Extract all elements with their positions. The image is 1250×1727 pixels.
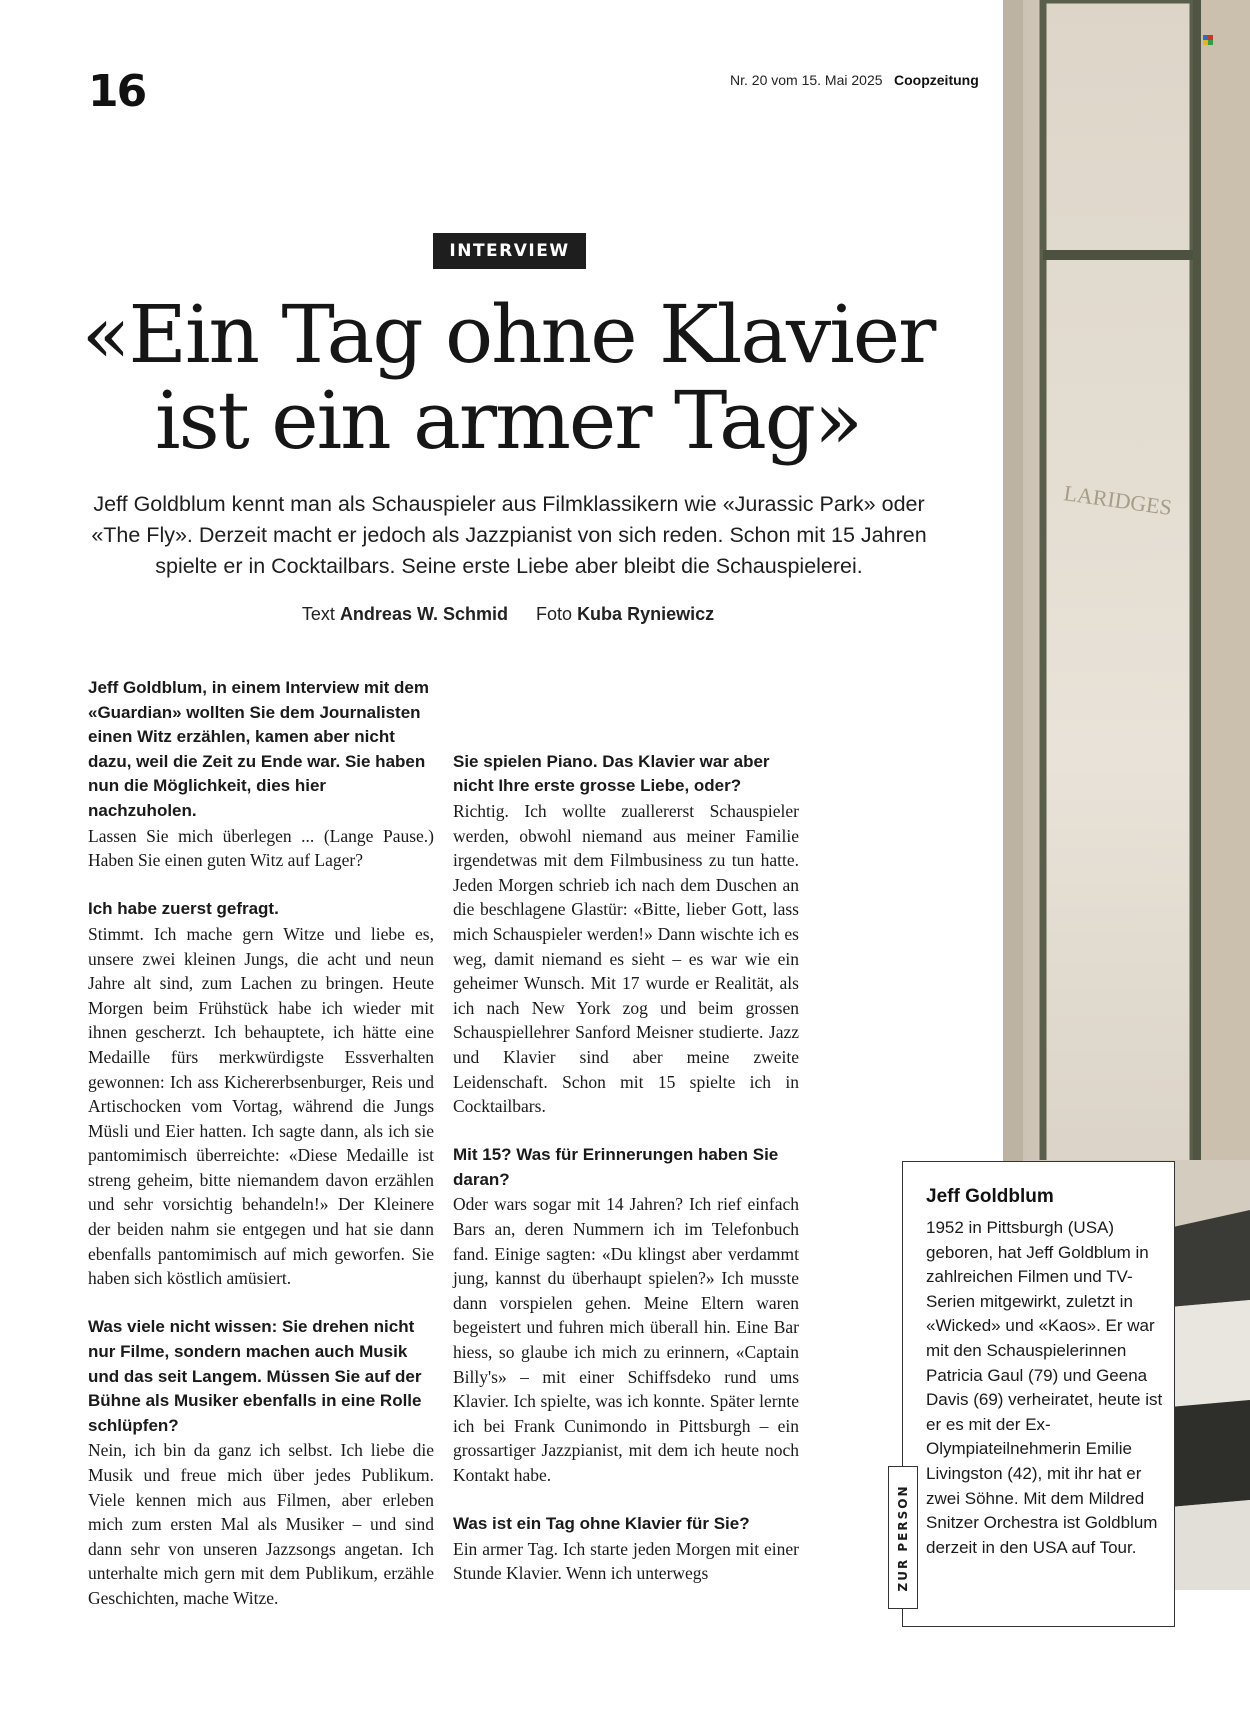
question-1: Jeff Goldblum, in einem Interview mit dem «Guardian» wollten Sie dem Journalisten einen Witz erzählen, kamen aber nicht dazu, weil die Zeit zu Ende war. Sie haben nun die Möglichkeit, dies hier nachzuholen. xyxy=(88,678,430,820)
article-column-2 xyxy=(453,676,799,1586)
text-label: Text xyxy=(301,604,335,624)
publication-name: Coopzeitung xyxy=(894,72,979,88)
byline xyxy=(0,604,1016,625)
bio-side-label xyxy=(888,1466,918,1609)
headline-line-2: ist ein armer Tag» xyxy=(155,374,861,467)
headline-line-1: «Ein Tag ohne Klavier xyxy=(81,288,935,381)
photo-label: Foto xyxy=(536,604,573,624)
answer-5: Oder wars sogar mit 14 Jahren? Ich rief einfach Bars an, deren Nummern ich im Telefonbuch fand. Einige sagten: «Du klingst aber verdammt jung, kannst du überhaupt spielen?» Ich musste dann vorspielen gehen. Meine Eltern waren begeistert und fuhren mich überall hin. Eine Bar hiess, so glaube ich mich zu erinnern, «Captain Billy's» – mit einer Schiffsdeko rund ums Klavier. Ich spielte, was ich konnte. Später lernte ich bei Frank Cunimondo in Pittsburgh – ein grossartiger Jazzpianist, mit dem ich heute noch Kontakt habe. xyxy=(453,1194,799,1485)
bio-text: 1952 in Pittsburgh (USA) geboren, hat Jeff Goldblum in zahlreichen Filmen und TV-Serien mitgewirkt, zuletzt in «Wicked» und «Kaos». Er war mit den Schauspielerinnen Patricia Gaul (79) und Geena Davis (69) verheiratet, heute ist er es mit der Ex-Olympiateilnehmerin Emilie Livingston (42), mit ihr hat er zwei Söhne. Mit dem Mildred Snitzer Orchestra ist Goldblum derzeit in den USA auf Tour. xyxy=(926,1218,1163,1557)
lead-paragraph: Jeff Goldblum kennt man als Schauspieler aus Filmklassikern wie «Jurassic Park» oder «The Fly». Derzeit macht er jedoch als Jazzpianist von sich reden. Schon mit 15 Jahren spielte er in Cocktailbars. Seine erste Liebe aber bleibt die Schauspielerei. xyxy=(91,492,927,578)
answer-2: Stimmt. Ich mache gern Witze und liebe es, unsere zwei kleinen Jungs, die acht und neun Jahre alt sind, zum Lachen zu bringen. Heute Morgen beim Frühstück habe ich wieder mit ihnen gescherzt. Ich behauptete, ich hätte eine Medaille fürs merkwürdigste Essverhalten gewonnen: Ich ass Kichererbsenburger, Reis und Artischocken vom Vortag, während die Jungs Müsli und Eier hatten. Ich sagte dann, als ich sie pantomimisch überreichte: «Diese Medaille ist streng geheim, bitte niemandem davon erzählen und sehr vorsichtig behandeln!» Der Kleinere der beiden nahm sie entgegen und hat sie dann ebenfalls pantomimisch auf mich geworfen. Sie haben sich köstlich amüsiert. xyxy=(88,923,434,1289)
answer-4: Richtig. Ich wollte zuallererst Schauspieler werden, obwohl niemand aus meiner Familie irgendetwas mit dem Filmbusiness zu tun hatte. Jeden Morgen schrieb ich nach dem Duschen an die beschlagene Glastür: «Bitte, lieber Gott, lass mich Schauspieler werden!» Dann wischte ich es weg, damit niemand es sieht – es war wie ein geheimer Wunsch. Mit 17 wurde er Realität, als ich nach New York zog und beim grossen Schauspiellehrer Sanford Meisner studierte. Jazz und Klavier sind aber meine zweite Leidenschaft. Schon mit 15 spielte ich in Cocktailbars. xyxy=(453,800,799,1117)
headline xyxy=(70,288,946,467)
bio-name: Jeff Goldblum xyxy=(926,1186,1054,1207)
photographer-name: Kuba Ryniewicz xyxy=(577,604,715,624)
answer-6: Ein armer Tag. Ich starte jeden Morgen mit einer Stunde Klavier. Wenn ich unterwegs xyxy=(453,1538,799,1584)
author-name: Andreas W. Schmid xyxy=(339,604,508,624)
question-3: Was viele nicht wissen: Sie drehen nicht nur Filme, sondern machen auch Musik und das seit Langem. Müssen Sie auf der Bühne als Musiker ebenfalls in eine Rolle schlüpfen? xyxy=(88,1317,422,1435)
bio-side-label-text: ZUR PERSON xyxy=(896,1484,910,1591)
page-number: 16 xyxy=(88,66,146,117)
question-2: Ich habe zuerst gefragt. xyxy=(88,899,279,919)
question-5: Mit 15? Was für Erinnerungen haben Sie daran? xyxy=(453,1145,779,1189)
article-column-1 xyxy=(88,676,434,1611)
issue-date: Nr. 20 vom 15. Mai 2025 xyxy=(730,72,883,88)
answer-1: Lassen Sie mich überlegen ... (Lange Pause.) Haben Sie einen guten Witz auf Lager? xyxy=(88,825,434,871)
section-kicker: INTERVIEW xyxy=(433,233,586,269)
question-4: Sie spielen Piano. Das Klavier war aber nicht Ihre erste grosse Liebe, oder? xyxy=(453,751,770,796)
answer-3: Nein, ich bin da ganz ich selbst. Ich liebe die Musik und freue mich über jedes Publikum. Viele kennen mich aus Filmen, aber erleben mich zum ersten Mal als Musiker – und sind dann sehr von unseren Jazzsongs angetan. Ich unterhalte mich gern mit dem Publikum, erzähle Geschichten, mache Witze. xyxy=(88,1440,434,1608)
question-6: Was ist ein Tag ohne Klavier für Sie? xyxy=(453,1514,750,1534)
photo-sign-text: LARIDGES xyxy=(1062,480,1174,521)
